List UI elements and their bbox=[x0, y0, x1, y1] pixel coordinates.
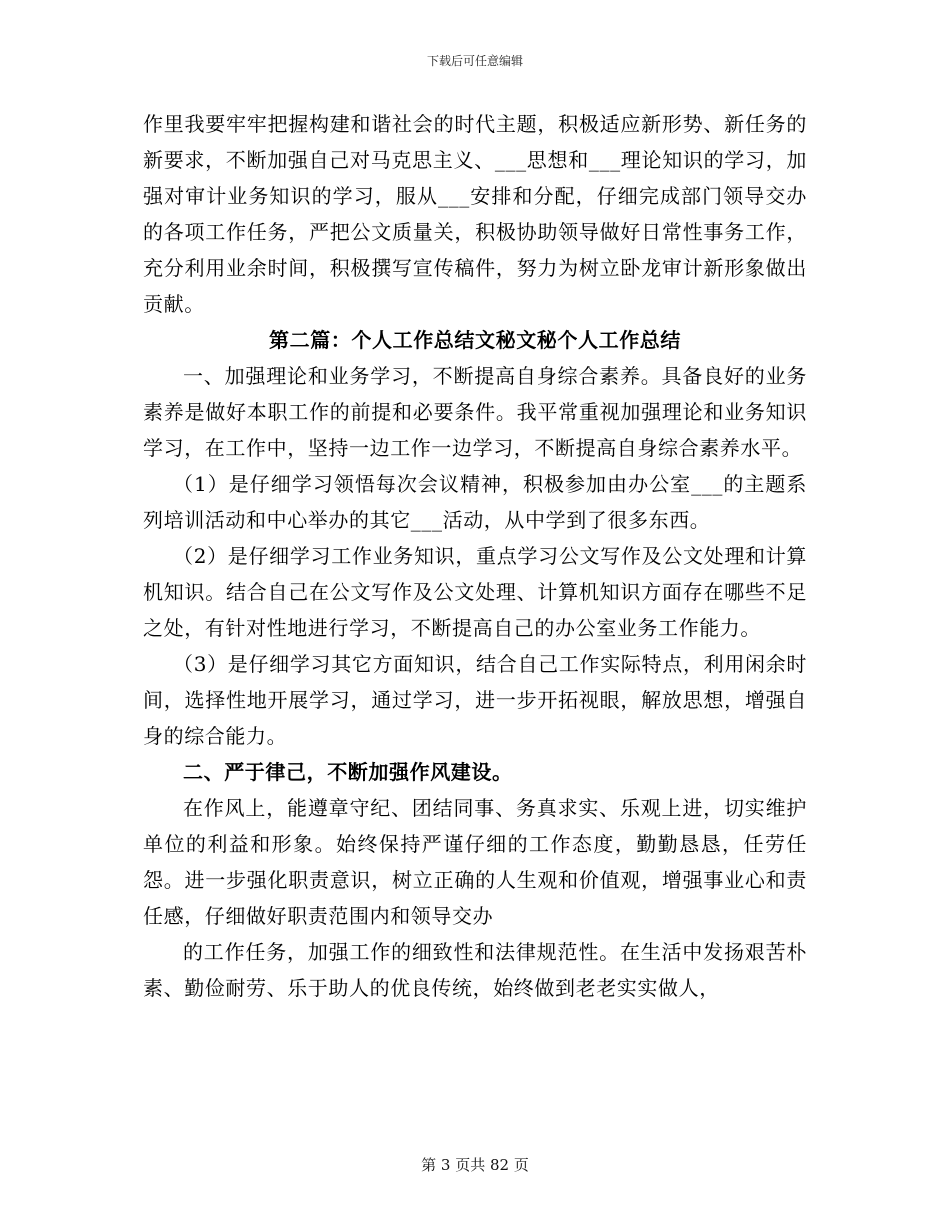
paragraph-style-continued: 的工作任务，加强工作的细致性和法律规范性。在生活中发扬艰苦朴素、勤俭耐劳、乐于助人的优良传统，始终做到老老实实做人， bbox=[143, 940, 807, 1000]
paragraph-continuation: 作里我要牢牢把握构建和谐社会的时代主题，积极适应新形势、新任务的新要求，不断加强自己对马克思主义、___思想和___理论知识的学习，加强对审计业务知识的学习，服从___安排和分配，仔细完成部门领导交办的各项工作任务，严把公文质量关，积极协助领导做好日常性事务工作，充分利用业余时间，积极撰写宣传稿件，努力为树立卧龙审计新形象做出贡献。 bbox=[143, 112, 807, 316]
section-title: 第二篇：个人工作总结文秘文秘个人工作总结 bbox=[269, 328, 681, 352]
page-footer: 第 3 页共 82 页 bbox=[421, 1156, 529, 1174]
subheading-discipline: 二、严于律己，不断加强作风建设。 bbox=[183, 760, 513, 784]
paragraph-item-1: （1）是仔细学习领悟每次会议精神，积极参加由办公室___的主题系列培训活动和中心举办的其它___活动，从中学到了很多东西。 bbox=[143, 472, 807, 532]
paragraph-study: 一、加强理论和业务学习，不断提高自身综合素养。具备良好的业务素养是做好本职工作的前提和必要条件。我平常重视加强理论和业务知识学习，在工作中，坚持一边工作一边学习，不断提高自身综合素养水平。 bbox=[143, 364, 807, 460]
paragraph-style: 在作风上，能遵章守纪、团结同事、务真求实、乐观上进，切实维护单位的利益和形象。始终保持严谨仔细的工作态度，勤勤恳恳，任劳任怨。进一步强化职责意识，树立正确的人生观和价值观，增强事业心和责任感，仔细做好职责范围内和领导交办 bbox=[143, 796, 807, 928]
page-header: 下载后可任意编辑 bbox=[426, 54, 523, 68]
document-body bbox=[143, 106, 807, 1006]
paragraph-item-3: （3）是仔细学习其它方面知识，结合自己工作实际特点，利用闲余时间，选择性地开展学习，通过学习，进一步开拓视眼，解放思想，增强自身的综合能力。 bbox=[143, 652, 807, 748]
paragraph-item-2: （2）是仔细学习工作业务知识，重点学习公文写作及公文处理和计算机知识。结合自己在公文写作及公文处理、计算机知识方面存在哪些不足之处，有针对性地进行学习，不断提高自己的办公室业务工作能力。 bbox=[143, 544, 807, 640]
